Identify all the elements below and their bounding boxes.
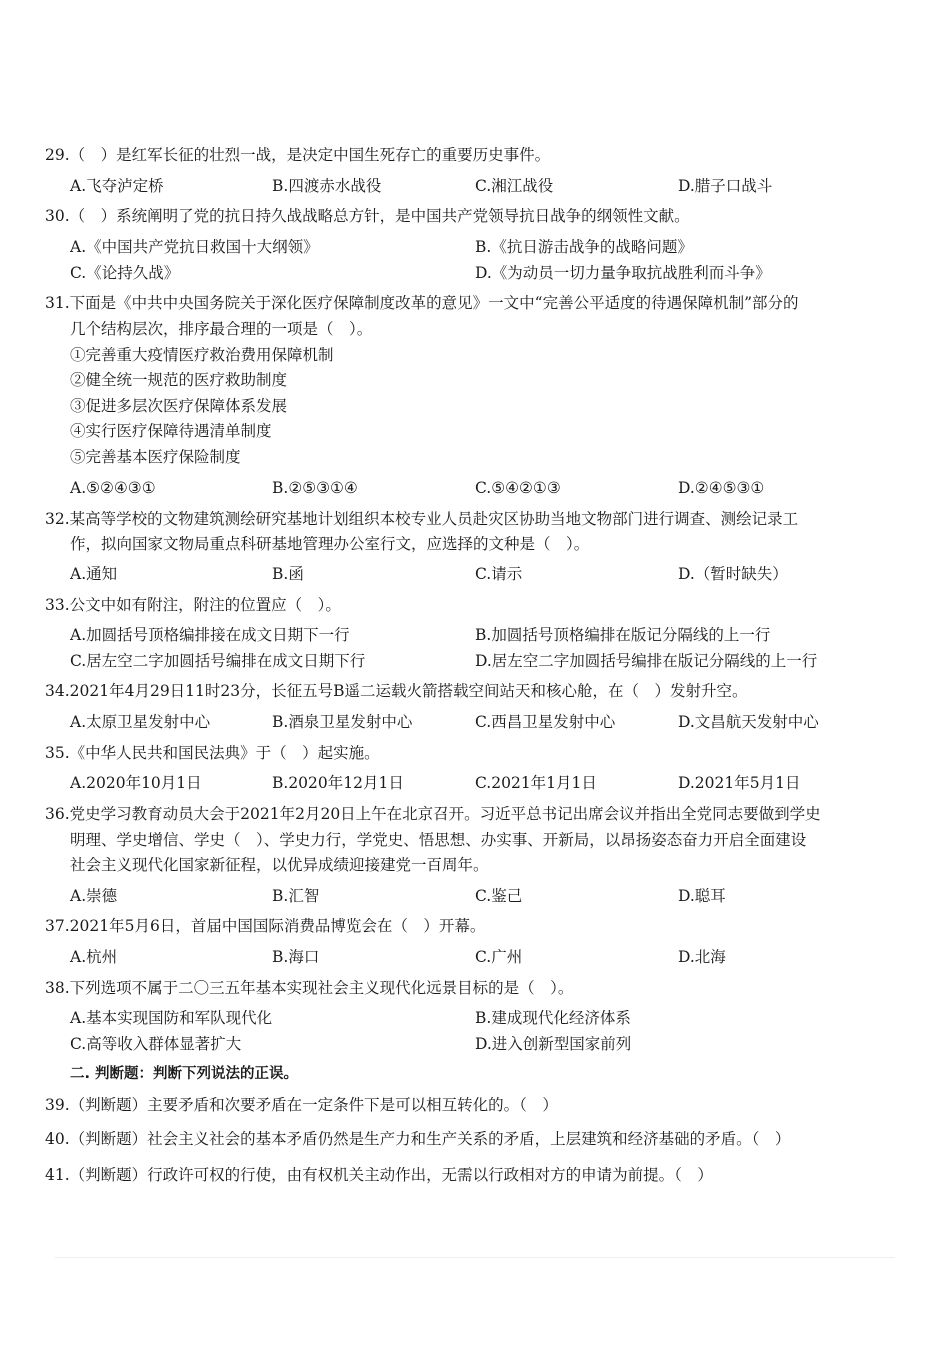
q31-item-3: ③促进多层次医疗保障体系发展 <box>70 397 288 415</box>
question-36-stem-line2: 明理、学史增信、学史（ ）、学史力行，学党史、悟思想、办实事、开新局，以昂扬姿态奋力开启全面建设 <box>70 831 807 849</box>
q34-option-d[interactable]: D.文昌航天发射中心 <box>678 713 819 731</box>
q33-option-b[interactable]: B.加圆括号顶格编排在版记分隔线的上一行 <box>475 626 771 644</box>
q31-option-d[interactable]: D.②④⑤③① <box>678 479 765 497</box>
q34-option-b[interactable]: B.酒泉卫星发射中心 <box>272 713 413 731</box>
q31-option-c[interactable]: C.⑤④②①③ <box>475 479 561 497</box>
q29-option-b[interactable]: B.四渡赤水战役 <box>272 177 382 195</box>
q35-option-d[interactable]: D.2021年5月1日 <box>678 774 801 792</box>
q32-option-a[interactable]: A.通知 <box>70 565 118 583</box>
q36-option-a[interactable]: A.崇德 <box>70 887 118 905</box>
question-33-stem: 33.公文中如有附注，附注的位置应（ ）。 <box>45 596 341 614</box>
footer-divider <box>55 1257 895 1258</box>
q31-option-b[interactable]: B.②⑤③①④ <box>272 479 358 497</box>
q36-option-b[interactable]: B.汇智 <box>272 887 320 905</box>
question-29-stem: 29.（ ）是红军长征的壮烈一战，是决定中国生死存亡的重要历史事件。 <box>45 146 551 164</box>
q31-option-a[interactable]: A.⑤②④③① <box>70 479 156 497</box>
question-36-stem-line1: 36.党史学习教育动员大会于2021年2月20日上午在北京召开。习近平总书记出席会议并指出全党同志要做到学史 <box>45 805 821 823</box>
question-38-stem: 38.下列选项不属于二〇三五年基本实现社会主义现代化远景目标的是（ ）。 <box>45 979 574 997</box>
q33-option-c[interactable]: C.居左空二字加圆括号编排在成文日期下行 <box>70 652 366 670</box>
q33-option-d[interactable]: D.居左空二字加圆括号编排在版记分隔线的上一行 <box>475 652 818 670</box>
q29-option-d[interactable]: D.腊子口战斗 <box>678 177 773 195</box>
question-32-stem-line1: 32.某高等学校的文物建筑测绘研究基地计划组织本校专业人员赴灾区协助当地文物部门进行调查、测绘记录工 <box>45 510 799 528</box>
q38-option-c[interactable]: C.高等收入群体显著扩大 <box>70 1035 242 1053</box>
question-32-stem-line2: 作，拟向国家文物局重点科研基地管理办公室行文，应选择的文种是（ ）。 <box>70 535 590 553</box>
q31-item-4: ④实行医疗保障待遇清单制度 <box>70 422 272 440</box>
question-34-stem: 34.2021年4月29日11时23分，长征五号B遥二运载火箭搭载空间站天和核心舱，在（ ）发射升空。 <box>45 682 748 700</box>
section-heading-true-false: 二. 判断题：判断下列说法的正误。 <box>70 1066 299 1082</box>
q35-option-a[interactable]: A.2020年10月1日 <box>70 774 202 792</box>
q32-option-c[interactable]: C.请示 <box>475 565 523 583</box>
q31-item-1: ①完善重大疫情医疗救治费用保障机制 <box>70 346 334 364</box>
q33-option-a[interactable]: A.加圆括号顶格编排接在成文日期下一行 <box>70 626 350 644</box>
q34-option-a[interactable]: A.太原卫星发射中心 <box>70 713 211 731</box>
q30-option-c[interactable]: C.《论持久战》 <box>70 264 180 282</box>
q37-option-a[interactable]: A.杭州 <box>70 948 118 966</box>
q30-option-b[interactable]: B.《抗日游击战争的战略问题》 <box>475 238 693 256</box>
question-30-stem: 30.（ ）系统阐明了党的抗日持久战战略总方针，是中国共产党领导抗日战争的纲领性文献。 <box>45 207 690 225</box>
q37-option-c[interactable]: C.广州 <box>475 948 523 966</box>
q36-option-c[interactable]: C.鉴己 <box>475 887 523 905</box>
q37-option-d[interactable]: D.北海 <box>678 948 726 966</box>
q34-option-c[interactable]: C.西昌卫星发射中心 <box>475 713 616 731</box>
q38-option-d[interactable]: D.进入创新型国家前列 <box>475 1035 632 1053</box>
q30-option-a[interactable]: A.《中国共产党抗日救国十大纲领》 <box>70 238 319 256</box>
question-31-stem-line1: 31.下面是《中共中央国务院关于深化医疗保障制度改革的意见》一文中“完善公平适度的待遇保障机制”部分的 <box>45 294 799 312</box>
question-35-stem: 35.《中华人民共和国民法典》于（ ）起实施。 <box>45 744 380 762</box>
q37-option-b[interactable]: B.海口 <box>272 948 320 966</box>
question-40: 40.（判断题）社会主义社会的基本矛盾仍然是生产力和生产关系的矛盾，上层建筑和经济基础的矛盾。（ ） <box>45 1130 791 1148</box>
question-37-stem: 37.2021年5月6日，首届中国国际消费品博览会在（ ）开幕。 <box>45 917 486 935</box>
question-39: 39.（判断题）主要矛盾和次要矛盾在一定条件下是可以相互转化的。（ ） <box>45 1096 558 1114</box>
q31-item-2: ②健全统一规范的医疗救助制度 <box>70 371 288 389</box>
q32-option-d[interactable]: D.（暂时缺失） <box>678 565 788 583</box>
q36-option-d[interactable]: D.聪耳 <box>678 887 726 905</box>
q32-option-b[interactable]: B.函 <box>272 565 304 583</box>
q35-option-b[interactable]: B.2020年12月1日 <box>272 774 404 792</box>
q30-option-d[interactable]: D.《为动员一切力量争取抗战胜利而斗争》 <box>475 264 771 282</box>
question-36-stem-line3: 社会主义现代化国家新征程，以优异成绩迎接建党一百周年。 <box>70 856 489 874</box>
question-41: 41.（判断题）行政许可权的行使，由有权机关主动作出，无需以行政相对方的申请为前提。（ ） <box>45 1166 713 1184</box>
q31-item-5: ⑤完善基本医疗保险制度 <box>70 448 241 466</box>
q38-option-a[interactable]: A.基本实现国防和军队现代化 <box>70 1009 273 1027</box>
q38-option-b[interactable]: B.建成现代化经济体系 <box>475 1009 631 1027</box>
question-31-stem-line2: 几个结构层次，排序最合理的一项是（ ）。 <box>70 320 373 338</box>
q29-option-a[interactable]: A.飞夺泸定桥 <box>70 177 164 195</box>
q35-option-c[interactable]: C.2021年1月1日 <box>475 774 597 792</box>
q29-option-c[interactable]: C.湘江战役 <box>475 177 554 195</box>
